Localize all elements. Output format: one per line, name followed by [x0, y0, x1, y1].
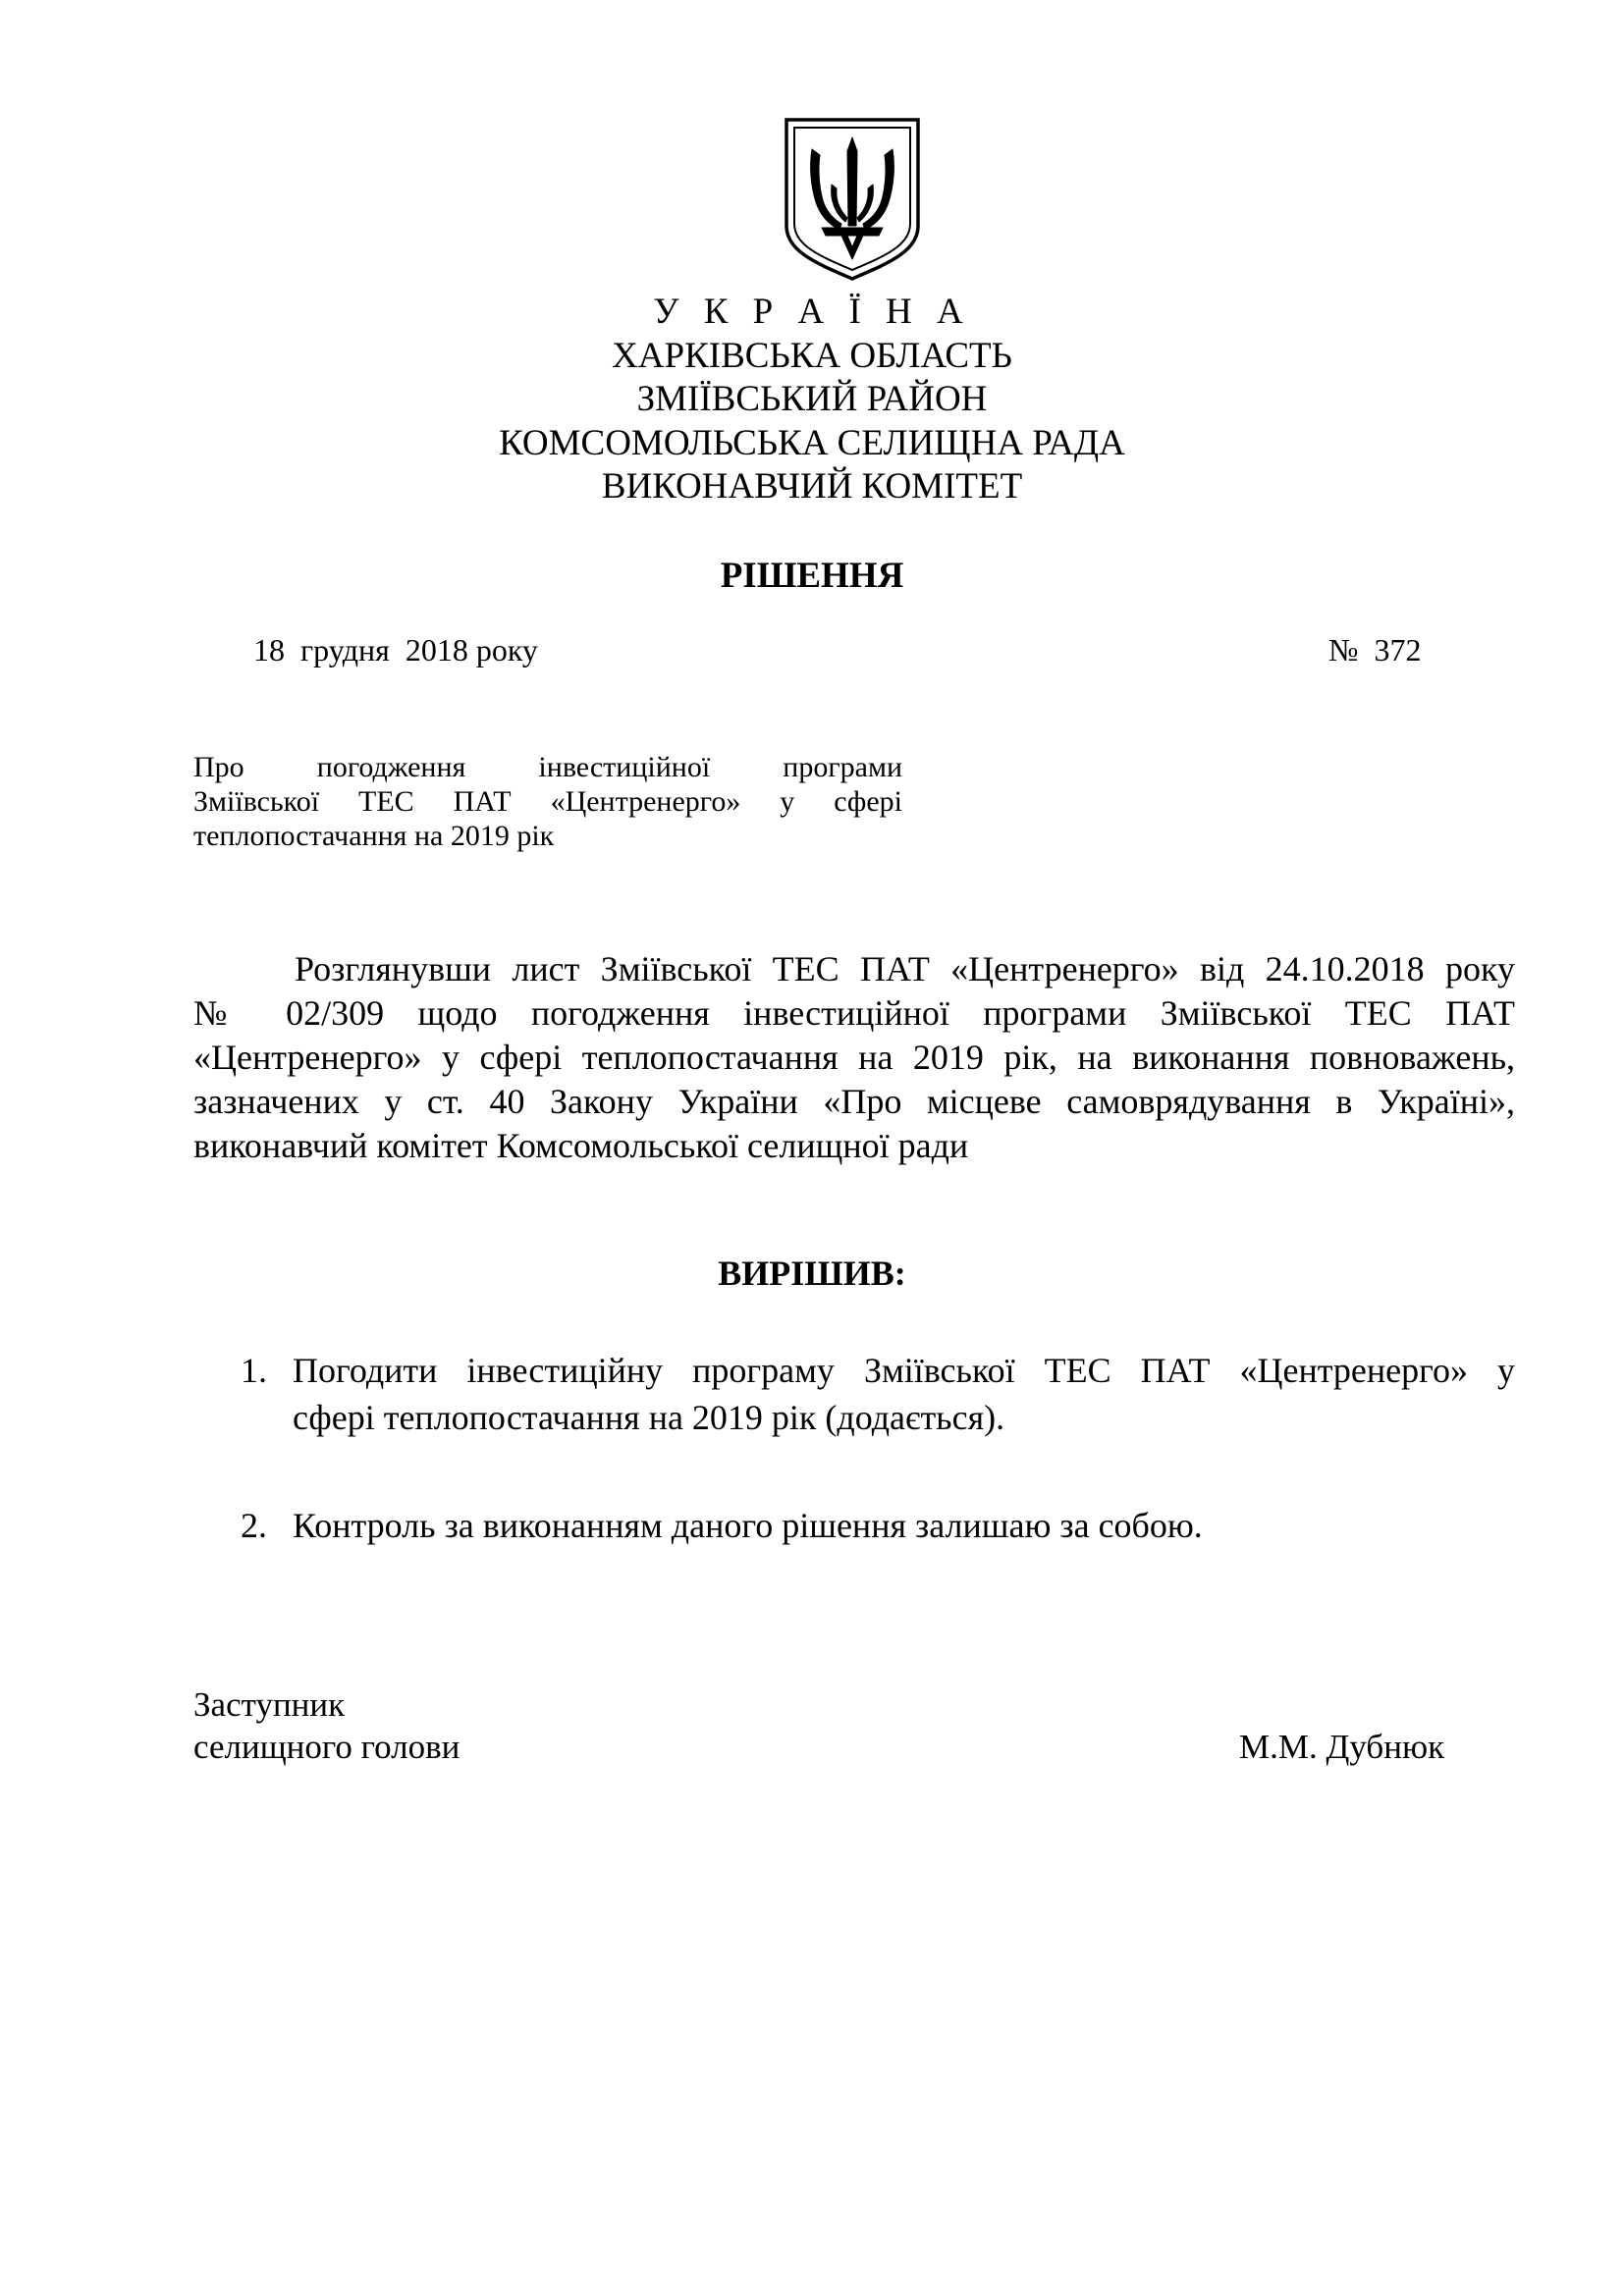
- subject-line: Про погодження інвестиційної програми: [193, 751, 902, 783]
- item-line: Погодити інвестиційну програму Зміївської ТЕС ПАТ «Центренерго» у: [293, 1351, 1515, 1390]
- preamble-line: виконавчий комітет Комсомольської селищної ради: [193, 1126, 969, 1165]
- document-date: 18 грудня 2018 року: [253, 632, 538, 667]
- item-number: 1.: [241, 1351, 267, 1390]
- item-number: 2.: [241, 1506, 267, 1545]
- document-subject: [193, 750, 902, 853]
- preamble-paragraph: [193, 947, 1515, 1168]
- item-line: сфері теплопостачання на 2019 рік (додається).: [293, 1398, 1005, 1437]
- signatory-title: [193, 1683, 460, 1768]
- preamble-line: № 02/309 щодо погодження інвестиційної програми Зміївської ТЕС ПАТ: [193, 993, 1515, 1033]
- subject-line: Зміївської ТЕС ПАТ «Центренерго» у сфері: [193, 785, 902, 818]
- preamble-line: зазначених у ст. 40 Закону України «Про місцеве самоврядування в Україні»,: [193, 1082, 1515, 1121]
- item-line: Контроль за виконанням даного рішення залишаю за собою.: [293, 1506, 1203, 1545]
- header-country: У К Р А Ї Н А: [653, 292, 971, 332]
- signatory-title-line: селищного голови: [193, 1728, 460, 1766]
- header-committee: ВИКОНАВЧИЙ КОМІТЕТ: [601, 466, 1023, 507]
- document-number: № 372: [1328, 632, 1422, 667]
- preamble-line: Розглянувши лист Зміївської ТЕС ПАТ «Центренерго» від 24.10.2018 року: [295, 949, 1515, 988]
- preamble-line: «Центренерго» у сфері теплопостачання на 2019 рік, на виконання повноважень,: [193, 1038, 1515, 1077]
- resolution-heading: ВИРІШИВ:: [718, 1254, 906, 1293]
- document-header: [0, 291, 1624, 509]
- signatory-name: М.М. Дубнюк: [1239, 1728, 1445, 1766]
- document-type-title: РІШЕННЯ: [720, 556, 904, 596]
- tryzub-coat-of-arms-icon: [783, 116, 922, 283]
- subject-line: теплопостачання на 2019 рік: [193, 820, 555, 852]
- header-region: ХАРКІВСЬКА ОБЛАСТЬ: [612, 335, 1012, 376]
- item-text: [293, 1502, 1515, 1549]
- signatory-title-line: Заступник: [193, 1685, 346, 1724]
- header-council: КОМСОМОЛЬСЬКА СЕЛИЩНА РАДА: [499, 422, 1125, 463]
- item-text: [293, 1347, 1515, 1441]
- header-district: ЗМІЇВСЬКИЙ РАЙОН: [636, 379, 988, 419]
